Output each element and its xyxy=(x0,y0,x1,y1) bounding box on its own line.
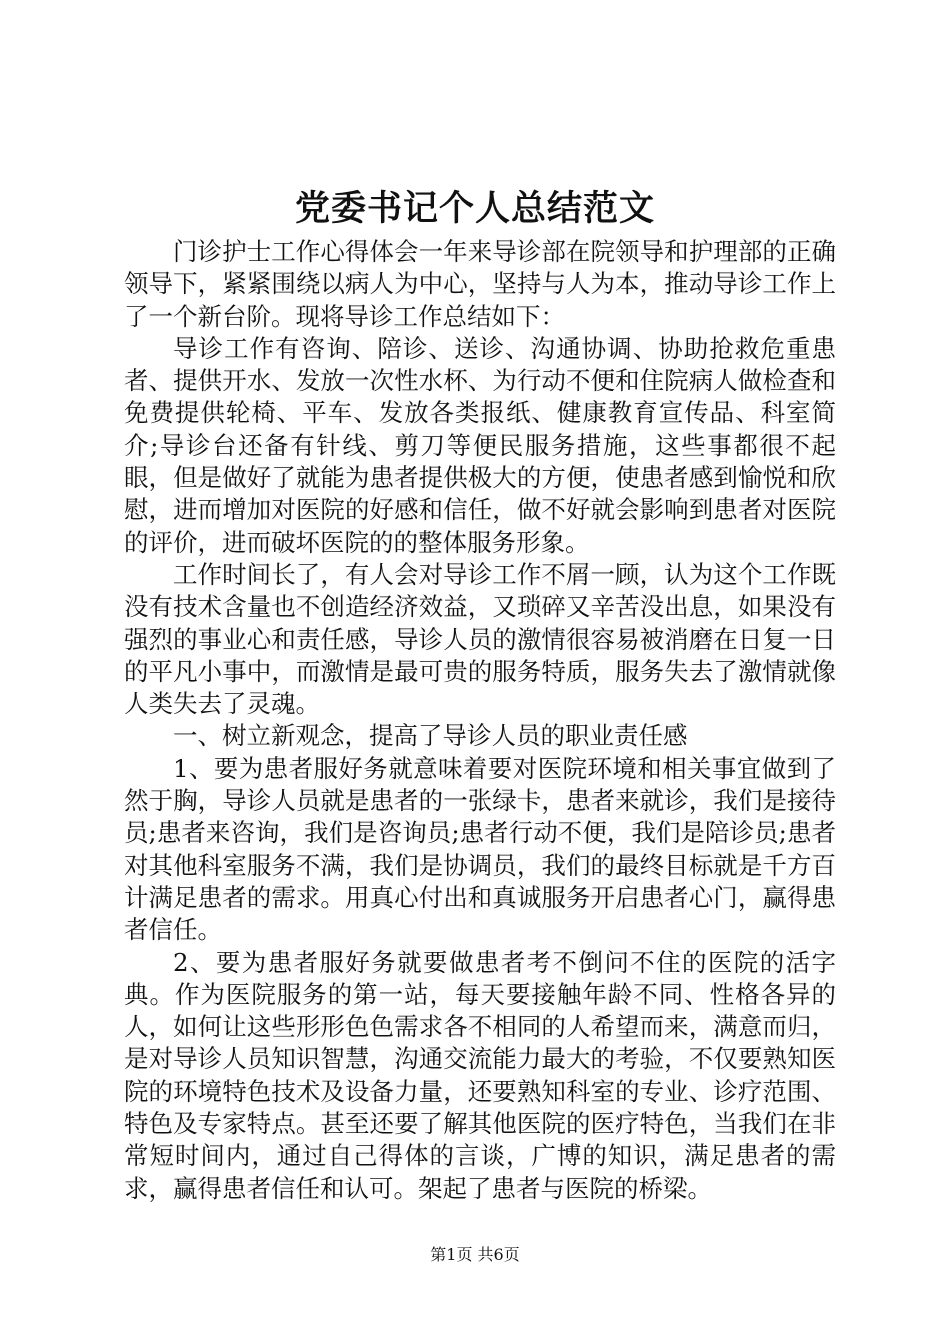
paragraph-duties: 导诊工作有咨询、陪诊、送诊、沟通协调、协助抢救危重患者、提供开水、发放一次性水杯、为行动不便和住院病人做检查和免费提供轮椅、平车、发放各类报纸、健康教育宣传品、科室简介;导诊台还备有针线、剪刀等便民服务措施，这些事都很不起眼，但是做好了就能为患者提供极大的方便，使患者感到愉悦和欣慰，进而增加对医院的好感和信任，做不好就会影响到患者对医院的评价，进而破坏医院的的整体服务形象。 xyxy=(124,333,836,557)
paragraph-item-2: 2、要为患者服好务就要做患者考不倒问不住的医院的活字典。作为医院服务的第一站，每天要接触年龄不同、性格各异的人，如何让这些形形色色需求各不相同的人希望而来，满意而归，是对导诊人员知识智慧，沟通交流能力最大的考验，不仅要熟知医院的环境特色技术及设备力量，还要熟知科室的专业、诊疗范围、特色及专家特点。甚至还要了解其他医院的医疗特色，当我们在非常短时间内，通过自己得体的言谈，广博的知识，满足患者的需求，赢得患者信任和认可。架起了患者与医院的桥梁。 xyxy=(124,947,836,1203)
page-number-footer: 第1页 共6页 xyxy=(430,1245,520,1264)
paragraph-intro: 门诊护士工作心得体会一年来导诊部在院领导和护理部的正确领导下，紧紧围绕以病人为中心，坚持与人为本，推动导诊工作上了一个新台阶。现将导诊工作总结如下： xyxy=(124,237,836,331)
section-heading-1: 一、树立新观念，提高了导诊人员的职业责任感 xyxy=(173,721,688,751)
paragraph-passion: 工作时间长了，有人会对导诊工作不屑一顾，认为这个工作既没有技术含量也不创造经济效益，又琐碎又辛苦没出息，如果没有强烈的事业心和责任感，导诊人员的激情很容易被消磨在日复一日的平凡小事中，而激情是最可贵的服务特质，服务失去了激情就像人类失去了灵魂。 xyxy=(124,559,836,719)
document-title: 党委书记个人总结范文 xyxy=(294,188,655,229)
document-body xyxy=(124,236,836,1205)
paragraph-item-1: 1、要为患者服好务就意味着要对医院环境和相关事宜做到了然于胸，导诊人员就是患者的一张绿卡，患者来就诊，我们是接待员;患者来咨询，我们是咨询员;患者行动不便，我们是陪诊员;患者对其他科室服务不满，我们是协调员，我们的最终目标就是千方百计满足患者的需求。用真心付出和真诚服务开启患者心门，赢得患者信任。 xyxy=(124,753,836,945)
